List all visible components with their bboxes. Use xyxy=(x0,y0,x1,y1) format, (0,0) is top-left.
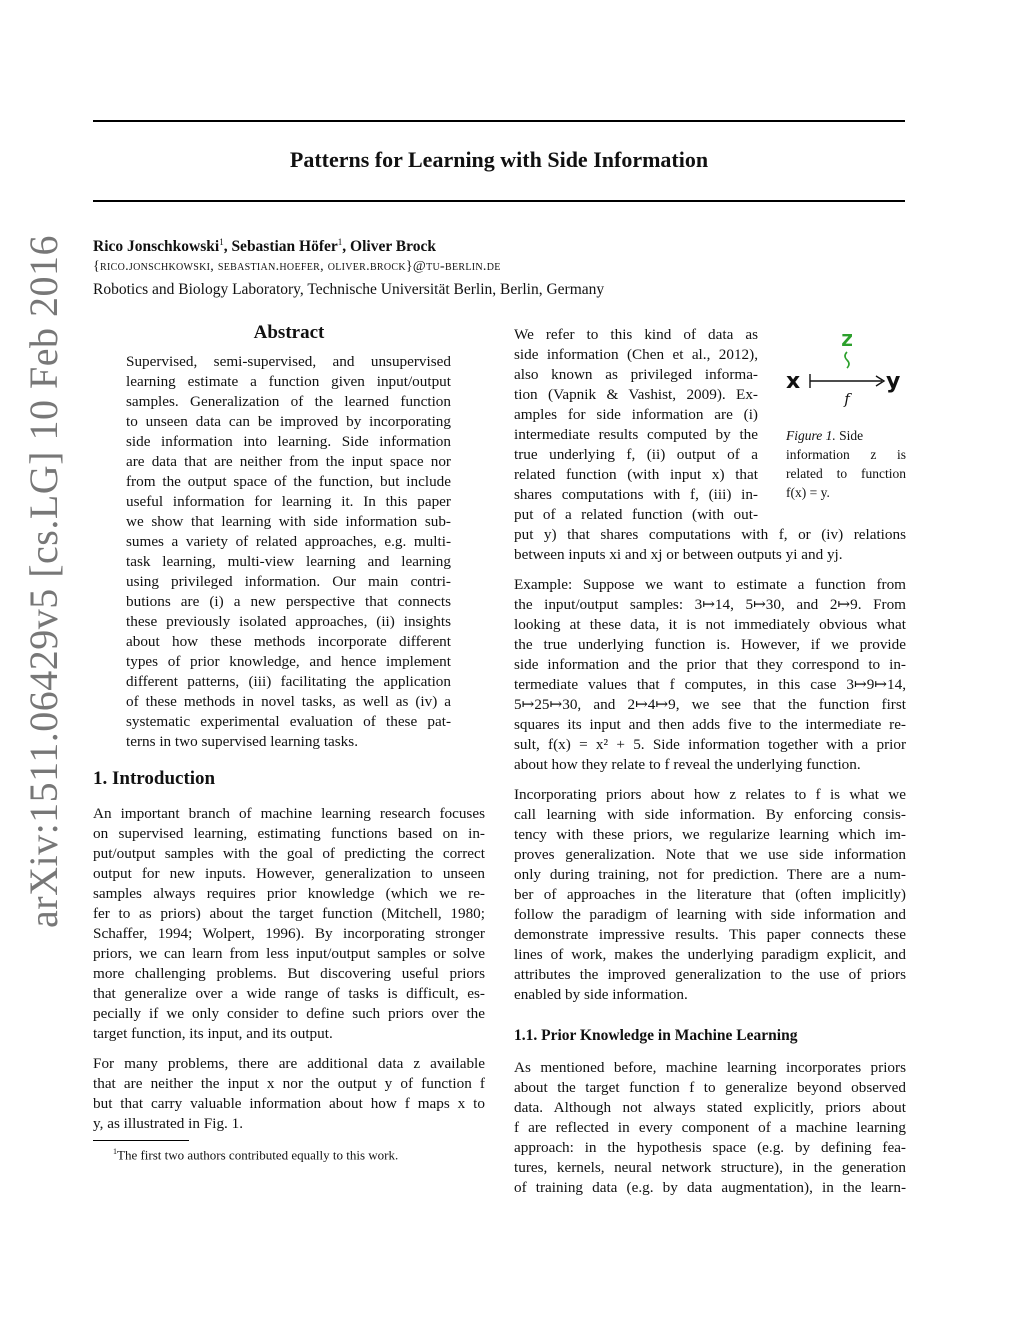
example-paragraph xyxy=(514,575,906,775)
text-line: true underlying f, (ii) output of a xyxy=(514,446,758,463)
text-line: more challenging problems. But discovering useful priors xyxy=(93,965,485,982)
text-line: types of prior knowledge, and hence implement xyxy=(126,653,451,670)
text-line: amples for side information are (i) xyxy=(514,406,758,423)
text-line: to unseen data can be improved by incorporating xyxy=(126,413,451,430)
author-list: Rico Jonschkowski$^1$, Sebastian Höfer$^1$, Oliver Brock xyxy=(93,237,436,256)
side-info-paragraph xyxy=(514,325,758,525)
author-name: Oliver Brock xyxy=(350,238,436,256)
text-line: of these methods in novel tasks, as well as (iv) a xyxy=(126,693,451,710)
text-line: on supervised learning, estimating functions based on in- xyxy=(93,825,485,842)
caption-line: Side xyxy=(839,428,864,443)
figure-1 xyxy=(786,322,906,432)
text-line: but that carry valuable information about how f maps x to xyxy=(93,1095,485,1112)
text-line: follow the paradigm of learning with side information and xyxy=(514,906,906,923)
caption-line: f(x) = y. xyxy=(786,485,830,500)
text-line: only during training, not for prediction. There are a num- xyxy=(514,866,906,883)
author-name: Sebastian Höfer xyxy=(231,238,338,256)
paper-title: Patterns for Learning with Side Information xyxy=(289,147,709,172)
section-heading: 1. Introduction xyxy=(93,768,216,789)
text-line: proves generalization. Note that we use side information xyxy=(514,846,906,863)
text-line: samples always requires prior knowledge (which we re- xyxy=(93,885,485,902)
text-line: demonstrate impressive results. This paper connects these xyxy=(514,926,906,943)
text-line: about how these methods incorporate different xyxy=(126,633,451,650)
side-info-paragraph-cont xyxy=(514,525,906,565)
text-line: call learning with side information. By enforcing consis- xyxy=(514,806,906,823)
priors-paragraph xyxy=(514,785,906,1005)
text-line: task learning, multi-view learning and learning xyxy=(126,553,451,570)
email-text: {rico.jonschkowski, sebastian.hoefer, oliver.brock}@tu-berlin.de xyxy=(93,259,501,274)
figure-y-label: y xyxy=(886,369,901,394)
footnote-rule xyxy=(93,1140,189,1141)
text-line: from the output space of the function, but include xyxy=(126,473,451,490)
text-line: fer to as priors) about the target function (Mitchell, 1980; xyxy=(93,905,485,922)
text-line: For many problems, there are additional data z available xyxy=(93,1055,485,1072)
text-line: the true underlying function is. However, if we provide xyxy=(514,636,906,653)
text-line: terns in two supervised learning tasks. xyxy=(126,733,358,750)
subsection-heading: 1.1. Prior Knowledge in Machine Learning xyxy=(514,1027,798,1044)
text-line: systematic experimental evaluation of these pat- xyxy=(126,713,451,730)
text-line: we show that learning with side information sub- xyxy=(126,513,451,530)
text-line: tency with these priors, we regularize learning which im- xyxy=(514,826,906,843)
text-line: ber of approaches in the literature that (often implicitly) xyxy=(514,886,906,903)
text-line: between inputs xi and xj or between outputs yi and yj. xyxy=(514,546,843,563)
text-line: of training data (e.g. by data augmentation), in the learn- xyxy=(514,1179,906,1196)
text-line: approach: in the hypothesis space (e.g. by defining fea- xyxy=(514,1139,906,1156)
text-line: tures, kernels, neural network structure), in the generation xyxy=(514,1159,906,1176)
text-line: looking at these data, it is not immediately obvious what xyxy=(514,616,906,633)
author-name: Rico Jonschkowski xyxy=(93,238,220,256)
author-mark: 1 xyxy=(337,237,343,247)
footnote-mark: 1 xyxy=(113,1147,117,1156)
text-line: data. Although not always stated explicitly, priors about xyxy=(514,1099,906,1116)
top-rule xyxy=(93,120,905,122)
text-line: pecially if we only consider to define such priors over the xyxy=(93,1005,485,1022)
arxiv-stamp: arXiv:1511.06429v5 [cs.LG] 10 Feb 2016 xyxy=(21,235,66,928)
text-line: Supervised, semi-supervised, and unsupervised xyxy=(126,353,451,370)
text-line: learning estimate a function given input/output xyxy=(126,373,451,390)
squiggle-arrow xyxy=(845,352,849,368)
figure-f-label: f xyxy=(844,390,850,408)
intro-paragraph-2 xyxy=(93,1054,485,1134)
text-line: termediate values that f computes, in this case 3↦9↦14, xyxy=(514,676,906,693)
affiliation: Robotics and Biology Laboratory, Technische Universität Berlin, Berlin, Germany xyxy=(93,281,605,298)
text-line: priors, we can learn from less input/output samples or solve xyxy=(93,945,485,962)
footnote xyxy=(113,1147,398,1163)
abstract-text xyxy=(126,352,451,752)
text-line: f are reflected in every component of a machine learning xyxy=(514,1119,906,1136)
text-line: are data that are neither from the input space nor xyxy=(126,453,451,470)
footnote-text: The first two authors contributed equally to this work. xyxy=(117,1147,399,1163)
text-line: output for new inputs. However, generalization to unseen xyxy=(93,865,485,882)
text-line: these previously isolated approaches, (ii) insights xyxy=(126,613,451,630)
text-line: enabled by side information. xyxy=(514,986,688,1003)
text-line: the input/output samples: 3↦14, 5↦30, and 2↦9. From xyxy=(514,596,906,613)
text-line: Schaffer, 1994; Wolpert, 1996). By incorporating stronger xyxy=(93,925,485,942)
figure-caption xyxy=(786,426,906,502)
text-line: Incorporating priors about how z relates to f is what we xyxy=(514,786,906,803)
text-line: side information into learning. Side information xyxy=(126,433,451,450)
text-line: put of a related function (with out- xyxy=(514,506,758,523)
text-line: put/output samples with the goal of predicting the correct xyxy=(93,845,485,862)
prior-knowledge-paragraph xyxy=(514,1058,906,1198)
text-line: intermediate results computed by the xyxy=(514,426,758,443)
text-line: As mentioned before, machine learning incorporates priors xyxy=(514,1059,906,1076)
text-line: sult, f(x) = x² + 5. Side information together with a prior xyxy=(514,736,906,753)
text-line: samples. Generalization of the learned function xyxy=(126,393,451,410)
text-line: 5↦25↦30, and 2↦4↦9, we see that the function first xyxy=(514,696,906,713)
text-line: using privileged information. Our main contri- xyxy=(126,573,451,590)
text-line: target function, its input, and its output. xyxy=(93,1025,333,1042)
text-line: that are neither the input x nor the output y of function f xyxy=(93,1075,485,1092)
text-line: lines of work, makes the underlying paradigm explicit, and xyxy=(514,946,906,963)
text-line: about the target function f to generalize beyond observed xyxy=(514,1079,906,1096)
text-line: attributes the improved generalization to the use of priors xyxy=(514,966,906,983)
text-line: side information and the prior that they correspond to in- xyxy=(514,656,906,673)
text-line: useful information for learning it. In this paper xyxy=(126,493,451,510)
figure-caption-prefix: Figure 1. xyxy=(786,428,840,443)
caption-line: related to function xyxy=(786,466,906,481)
title-bottom-rule xyxy=(93,200,905,202)
text-line: sumes a variety of related approaches, e.g. multi- xyxy=(126,533,451,550)
text-line: butions are (i) a new perspective that connects xyxy=(126,593,451,610)
figure-x-label: x xyxy=(786,369,801,394)
text-line: We refer to this kind of data as xyxy=(514,326,758,343)
author-emails xyxy=(93,258,501,275)
text-line: An important branch of machine learning research focuses xyxy=(93,805,485,822)
text-line: related function (with input x) that xyxy=(514,466,758,483)
text-line: shares computations with f, (iii) in- xyxy=(514,486,758,503)
figure-z-label: z xyxy=(840,327,854,352)
text-line: different patterns, (iii) facilitating the application xyxy=(126,673,451,690)
text-line: Example: Suppose we want to estimate a function from xyxy=(514,576,906,593)
text-line: y, as illustrated in Fig. 1. xyxy=(93,1115,244,1132)
text-line: squares its input and then adds five to the intermediate re- xyxy=(514,716,906,733)
text-line: about how they relate to f reveal the underlying function. xyxy=(514,756,861,773)
text-line: put y) that shares computations with f, or (iv) relations xyxy=(514,526,906,543)
author-mark: 1 xyxy=(219,237,224,247)
text-line: also known as privileged informa- xyxy=(514,366,758,383)
text-line: tion (Vapnik & Vashist, 2009). Ex- xyxy=(514,386,758,403)
text-line: that generalize over a wide range of tasks is difficult, es- xyxy=(93,985,485,1002)
text-line: side information (Chen et al., 2012), xyxy=(514,346,758,363)
caption-line: information z is xyxy=(786,447,906,462)
intro-paragraph-1 xyxy=(93,804,485,1044)
abstract-heading: Abstract xyxy=(253,322,325,343)
